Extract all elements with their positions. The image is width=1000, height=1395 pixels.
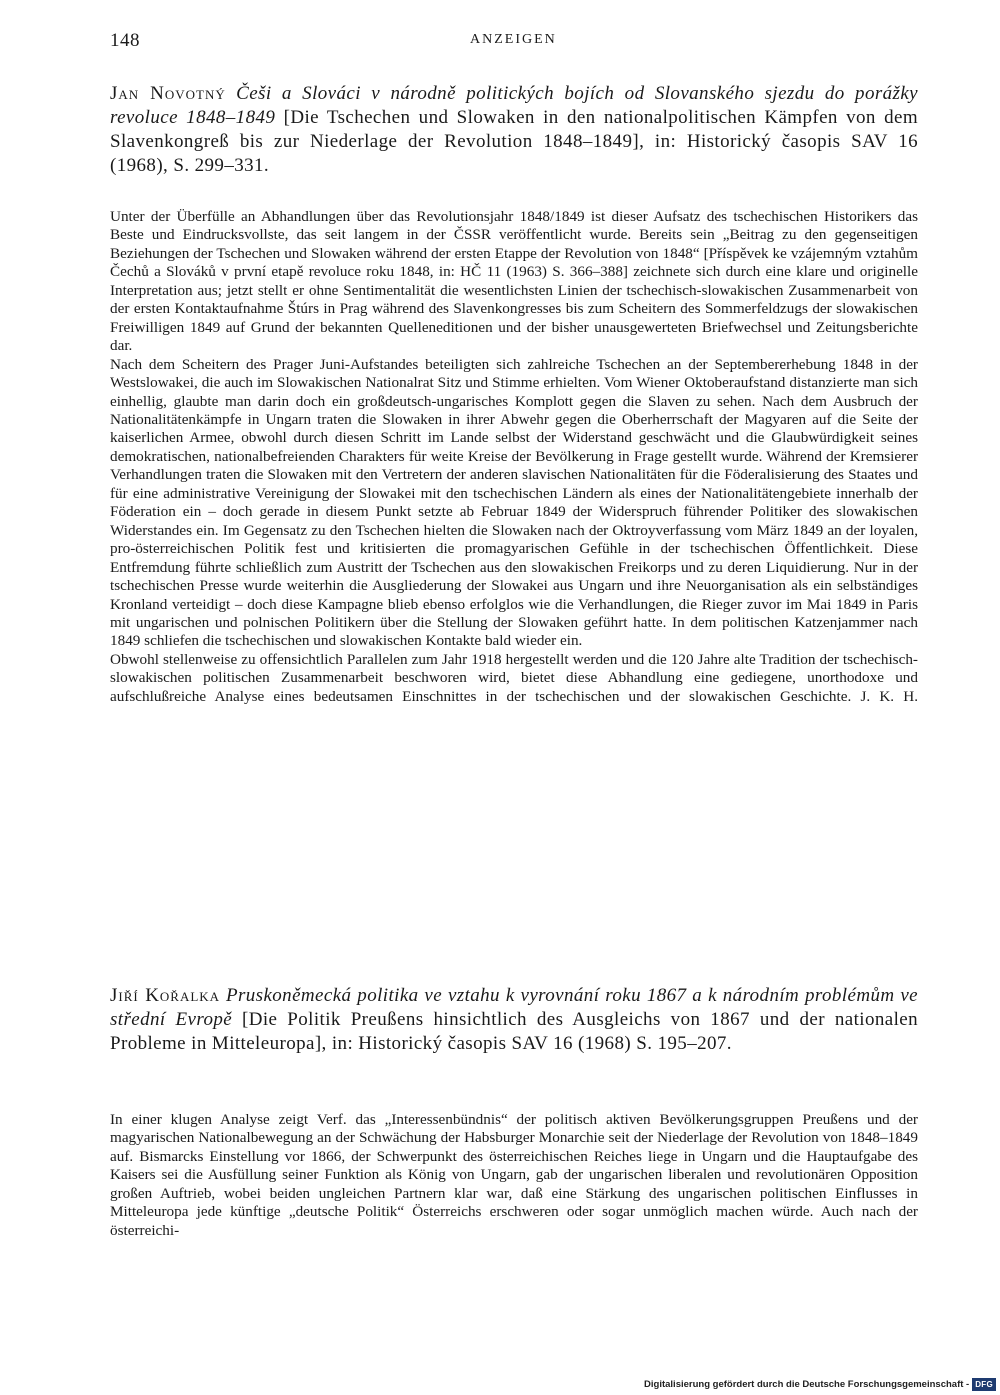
entry-2-author: Jiří Kořalka (110, 985, 221, 1006)
entry-1-paragraph-3 (110, 651, 918, 706)
entry-1-author: Jan Novotný (110, 83, 226, 104)
entry-1-paragraph-3-text: Obwohl stellenweise zu offensichtlich Parallelen zum Jahr 1918 hergestellt werden und die 120 Jahre alte Tradition der tschechisch-slowakischen politischen Zusammenarbeit beschworen wird, bietet diese Abhandlung eine gediegene, unorthodoxe und aufschlußreiche Analyse eines bedeutsamen Einschnittes in der tschechischen und der slowakischen Geschichte. (110, 650, 918, 705)
entry-1-original-title: Češi a Slováci v národně politických bojích od Slovanského sjezdu do porážky revoluce 1848–1849 (110, 83, 918, 128)
page-number: 148 (110, 30, 140, 51)
entry-1-review (110, 208, 918, 706)
running-head: ANZEIGEN (470, 32, 557, 47)
entry-1-signature: J. K. H. (860, 687, 918, 705)
dfg-logo: DFG (972, 1378, 996, 1391)
entry-2-original-title: Pruskoněmecká politika ve vztahu k vyrovnání roku 1867 a k národním problémům ve střední Evropě (110, 985, 918, 1030)
entry-2-review (110, 1111, 918, 1240)
entry-2-header (110, 984, 918, 1056)
digitization-credit-text: Digitalisierung gefördert durch die Deutsche Forschungsgemeinschaft - (644, 1379, 970, 1390)
digitization-credit (644, 1378, 996, 1391)
entry-1-citation: [Die Tschechen und Slowaken in den nationalpolitischen Kämpfen von dem Slavenkongreß bis zur Niederlage der Revolution 1848–1849], in: Historický časopis SAV 16 (1968), S. 299–331. (110, 107, 919, 176)
entry-2-citation: [Die Politik Preußens hinsichtlich des Ausgleichs von 1867 und der nationalen Probleme in Mitteleuropa], in: Historický časopis SAV 16 (1968) S. 195–207. (110, 1009, 918, 1054)
entry-2-paragraph-1: In einer klugen Analyse zeigt Verf. das „Interessenbündnis“ der politisch aktiven Bevölkerungsgruppen Preußens und der magyarischen Nationalbewegung an der Schwächung der Habsburger Monarchie seit der Niederlage der Revolution von 1848–1849 auf. Bismarcks Einstellung vor 1866, der Schwerpunkt des österreichischen Reiches liege in Ungarn und die Hauptaufgabe des Kaisers sei die Ausfüllung seiner Funktion als König von Ungarn, gab der ungarischen liberalen und revolutionären Opposition großen Auftrieb, wobei beiden ungleichen Partnern klar war, daß eine Stärkung des ungarischen politischen Einflusses in Mitteleuropa jede künftige „deutsche Politik“ Österreichs erschweren oder sogar unmöglich machen würde. Auch nach der österreichi- (110, 1111, 918, 1239)
entry-1-paragraph-2: Nach dem Scheitern des Prager Juni-Aufstandes beteiligten sich zahlreiche Tschechen an der Septembererhebung 1848 in der Westslowakei, die auch im Slowakischen Nationalrat Sitz und Stimme erhielten. Vom Wiener Oktoberaufstand distanzierte man sich einhellig, glaubte man darin doch ein großdeutsch-ungarisches Komplott gegen die Slaven zu sehen. Nach dem Ausbruch der Nationalitätenkämpfe in Ungarn traten die Slowaken in ihrer Abwehr gegen die Oberherrschaft der Magyaren auf die Seite der kaiserlichen Armee, obwohl durch diesen Schritt im Lande selbst der Widerstand geschwächt und die Glaubwürdigkeit seines demokratischen, nationalbefreienden Charakters für weite Kreise der Bevölkerung in Frage gestellt wurde. Während der Kremsierer Verhandlungen traten die Slowaken mit den Vertretern der anderen slavischen Nationalitäten für die Föderalisierung des Staates und für eine administrative Vereinigung der Slowakei mit den tschechischen Ländern als eines der Nationalitätengebiete innerhalb der Föderation ein – doch gerade in diesem Punkt setzte ab Februar 1849 der Widerspruch führender Politiker des slowakischen Widerstandes ein. Im Gegensatz zu den Tschechen hielten die Slowaken nach der Oktroyverfassung vom März 1849 an der loyalen, pro-österreichischen Politik fest und kritisierten die promagyarischen Gefühle in der tschechischen Öffentlichkeit. Diese Entfremdung führte schließlich zum Austritt der Tschechen aus den slowakischen Freikorps und zu deren Liquidierung. Nur in der tschechischen Presse wurde weiterhin die Ausgliederung der Slowakei aus Ungarn und ihre Neuorganisation als ein selbständiges Kronland verteidigt – doch diese Kampagne blieb ebenso erfolglos wie die Verhandlungen, die Rieger zuvor im Mai 1849 in Paris mit ungarischen und polnischen Politikern über die Stellung der Slowaken geführt hatte. In dem politischen Katzenjammer nach 1849 schliefen die tschechischen und slowakischen Kontakte bald wieder ein. (110, 355, 918, 650)
entry-1-paragraph-1: Unter der Überfülle an Abhandlungen über das Revolutionsjahr 1848/1849 ist dieser Aufsatz des tschechischen Historikers das Beste und Eindrucksvollste, das seit langem in der ČSSR veröffentlicht wurde. Bereits sein „Beitrag zu den gegenseitigen Beziehungen der Tschechen und Slowaken während der ersten Etappe der Revolution von 1848“ [Příspěvek ke vzájemným vztahům Čechů a Slováků v první etapě revoluce roku 1848, in: HČ 11 (1963) S. 366–388] zeichnete sich durch eine klare und originelle Interpretation aus; jetzt stellt er ohne Sentimentalität die wesentlichsten Linien der tschechisch-slowakischen Zusammenarbeit von der ersten Kontaktaufnahme Štúrs in Prag während des Slavenkongresses bis zum Scheitern des Sommerfeldzugs der slowakischen Freiwilligen 1849 auf Grund der bekannten Quelleneditionen und der bisher unausgewerteten Briefwechsel und Zeitungsberichte dar. (110, 208, 918, 355)
entry-1-header (110, 82, 918, 178)
